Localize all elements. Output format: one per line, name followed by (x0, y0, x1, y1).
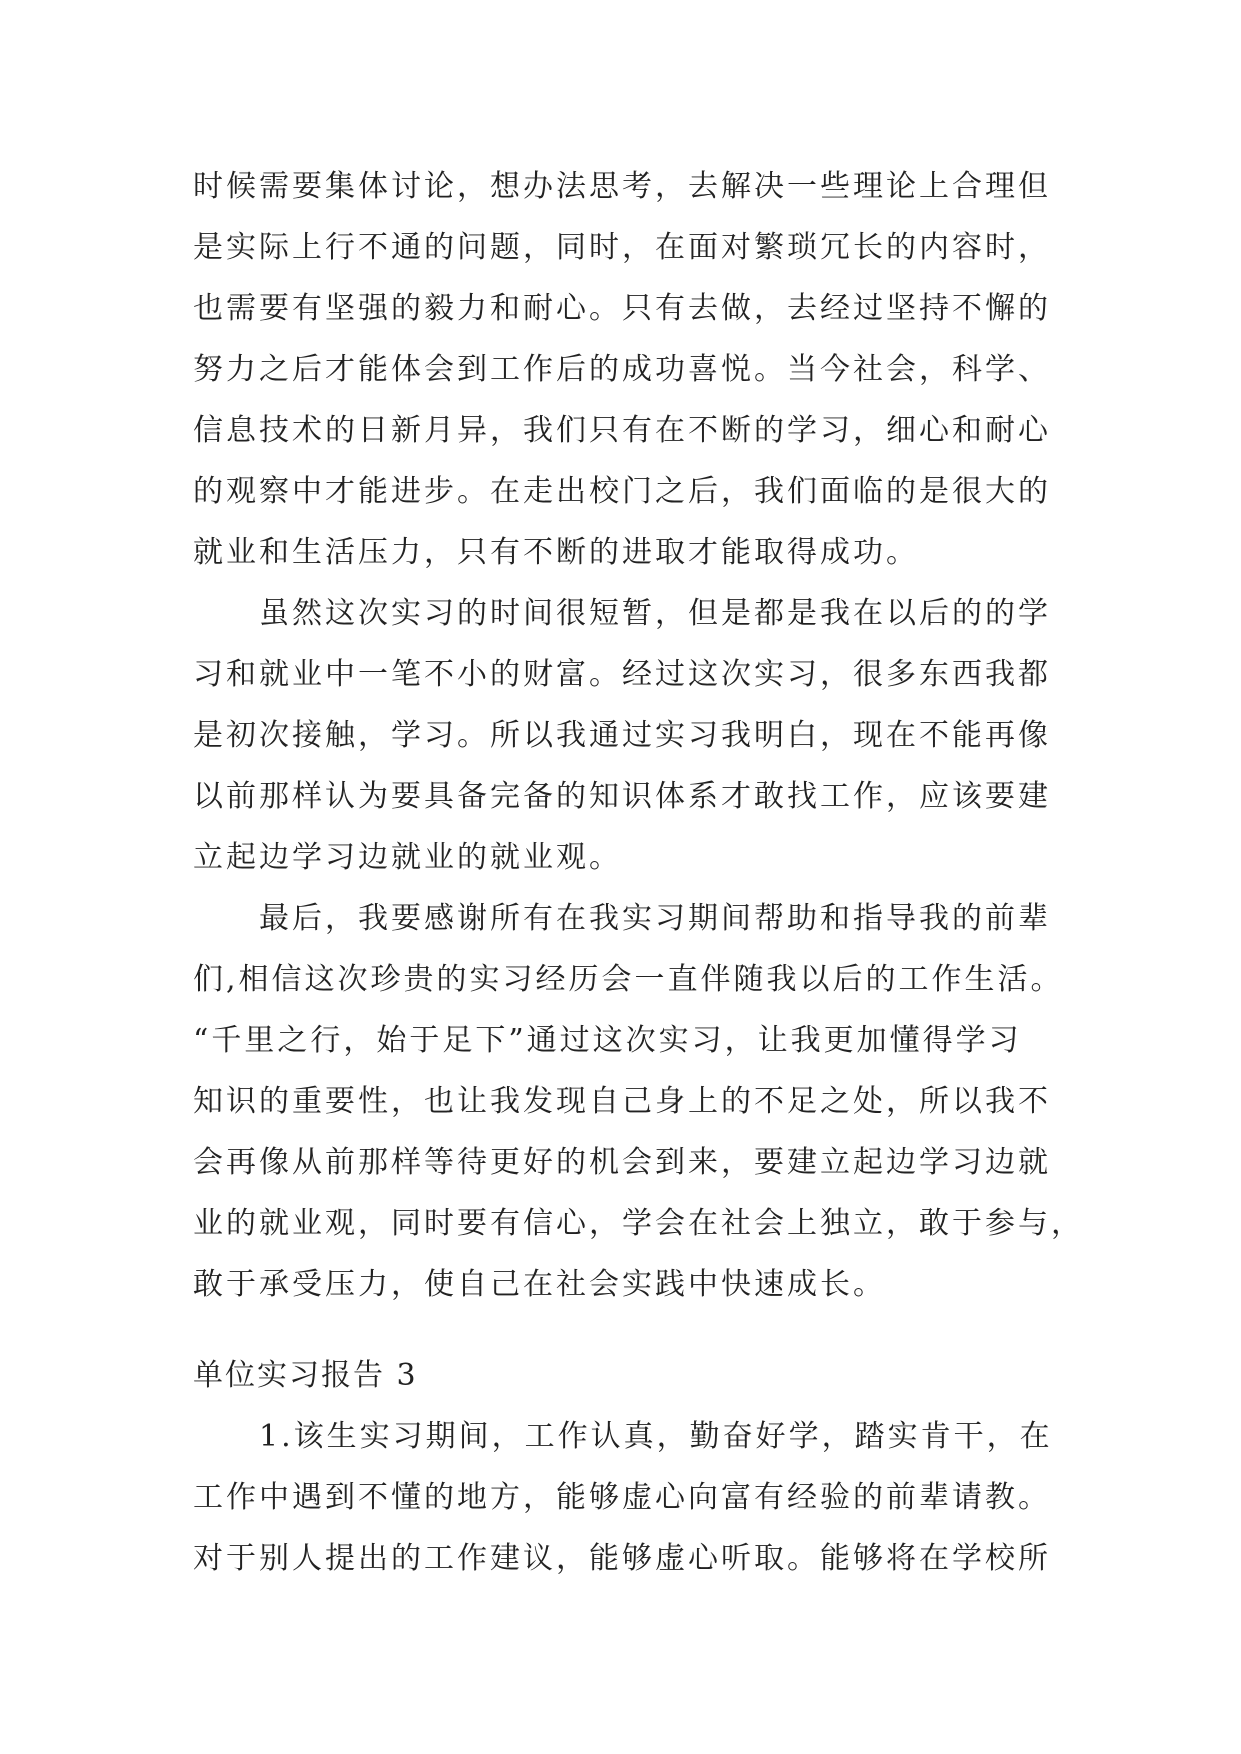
paragraph-4 (193, 1406, 1063, 1589)
paragraph-1 (193, 156, 1063, 583)
text-line: 业的就业观，同时要有信心，学会在社会上独立，敢于参与， (193, 1206, 1084, 1241)
text-line: 时候需要集体讨论，想办法思考，去解决一些理论上合理但 (193, 169, 1051, 204)
text-line: 信息技术的日新月异，我们只有在不断的学习，细心和耐心 (193, 413, 1051, 448)
text-line: 也需要有坚强的毅力和耐心。只有去做，去经过坚持不懈的 (193, 291, 1051, 326)
text-line: 虽然这次实习的时间很短暂，但是都是我在以后的的学 (193, 596, 1051, 631)
text-line: 们,相信这次珍贵的实习经历会一直伴随我以后的工作生活。 (193, 962, 1064, 997)
text-line: 敢于承受压力，使自己在社会实践中快速成长。 (193, 1267, 886, 1302)
text-line: 对于别人提出的工作建议，能够虚心听取。能够将在学校所 (193, 1541, 1051, 1576)
text-line: 就业和生活压力，只有不断的进取才能取得成功。 (193, 535, 919, 570)
section-spacer (193, 1315, 1063, 1345)
text-line: 是初次接触，学习。所以我通过实习我明白，现在不能再像 (193, 718, 1051, 753)
text-line: 努力之后才能体会到工作后的成功喜悦。当今社会，科学、 (193, 352, 1051, 387)
text-line: 的观察中才能进步。在走出校门之后，我们面临的是很大的 (193, 474, 1051, 509)
text-line: 1.该生实习期间，工作认真，勤奋好学，踏实肯干，在 (193, 1419, 1053, 1454)
text-line: 是实际上行不通的问题，同时，在面对繁琐冗长的内容时， (193, 230, 1051, 265)
text-line: “千里之行，始于足下”通过这次实习，让我更加懂得学习 (193, 1023, 1022, 1058)
text-line: 最后，我要感谢所有在我实习期间帮助和指导我的前辈 (193, 901, 1051, 936)
text-line: 立起边学习边就业的就业观。 (193, 840, 622, 875)
text-line: 工作中遇到不懂的地方，能够虚心向富有经验的前辈请教。 (193, 1480, 1051, 1515)
paragraph-2 (193, 583, 1063, 888)
paragraph-3 (193, 888, 1084, 1315)
document-body (193, 156, 1084, 1589)
text-line: 以前那样认为要具备完备的知识体系才敢找工作，应该要建 (193, 779, 1051, 814)
text-line: 会再像从前那样等待更好的机会到来，要建立起边学习边就 (193, 1145, 1051, 1180)
section-title: 单位实习报告 3 (193, 1358, 418, 1393)
text-line: 习和就业中一笔不小的财富。经过这次实习，很多东西我都 (193, 657, 1051, 692)
text-line: 知识的重要性，也让我发现自己身上的不足之处，所以我不 (193, 1084, 1051, 1119)
